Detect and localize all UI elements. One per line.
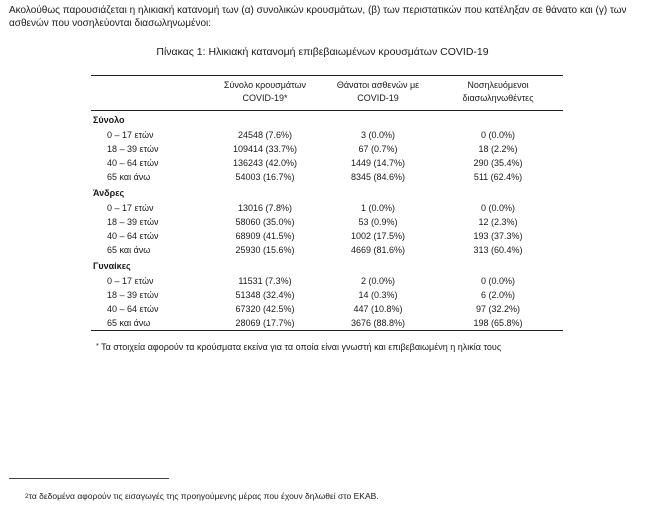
age-distribution-table — [91, 75, 563, 331]
intubated-cell: 12 (2.3%) — [478, 217, 518, 227]
table-row — [91, 229, 563, 243]
age-group-cell: 40 – 64 ετών — [107, 158, 159, 168]
footnote-text: τα δεδομένα αφορούν τις εισαγωγές της προηγούμενης μέρας που έχουν δηλωθεί στο ΕΚΑΒ. — [28, 491, 379, 501]
intubated-cell: 0 (0.0%) — [480, 276, 515, 286]
table-title: Πίνακας 1: Ηλικιακή κατανομή επιβεβαιωμένων κρουσμάτων COVID-19 — [156, 46, 489, 58]
deaths-cell: 1 (0.0%) — [360, 203, 395, 213]
total-cases-cell: 11531 (7.3%) — [238, 276, 292, 286]
table-row — [91, 316, 563, 331]
age-group-cell: 65 και άνω — [107, 318, 151, 328]
age-group-cell: 65 και άνω — [107, 245, 151, 255]
total-cases-cell: 58060 (35.0%) — [235, 217, 295, 227]
age-group-cell: 18 – 39 ετών — [107, 217, 159, 227]
total-cases-cell: 136243 (42.0%) — [232, 158, 298, 168]
table-row — [91, 274, 563, 288]
deaths-cell: 1449 (14.7%) — [350, 158, 406, 168]
table-note-text: Τα στοιχεία αφορούν τα κρούσματα εκείνα για τα οποία είναι γνωστή και επιβεβαιωμένη η ηλικία τους — [101, 342, 502, 352]
age-group-cell: 40 – 64 ετών — [107, 304, 159, 314]
age-group-cell: 18 – 39 ετών — [107, 290, 159, 300]
footnote-mark: 2 — [25, 493, 29, 500]
footnote-separator — [9, 478, 169, 479]
total-cases-cell: 13016 (7.8%) — [237, 203, 293, 213]
age-group-cell: 0 – 17 ετών — [107, 203, 154, 213]
total-cases-cell: 24548 (7.6%) — [237, 130, 293, 140]
footnote — [25, 491, 379, 502]
intubated-cell: 0 (0.0%) — [480, 130, 515, 140]
age-group-cell: 0 – 17 ετών — [107, 276, 154, 286]
total-cases-cell: 109414 (33.7%) — [232, 144, 298, 154]
age-group-cell: 40 – 64 ετών — [107, 231, 159, 241]
deaths-cell: 2 (0.0%) — [360, 276, 395, 286]
table-header — [91, 75, 563, 111]
intubated-cell: 0 (0.0%) — [480, 203, 515, 213]
deaths-cell: 53 (0.9%) — [358, 217, 398, 227]
header-total-cases: Σύνολο κρουσμάτων COVID-19* — [223, 80, 307, 103]
table-row — [91, 128, 563, 142]
header-deaths: Θάνατοι ασθενών με COVID-19 — [336, 80, 420, 103]
table-note — [96, 341, 501, 353]
intubated-cell: 313 (60.4%) — [473, 245, 523, 255]
total-cases-cell: 51348 (32.4%) — [235, 290, 295, 300]
age-group-cell: 18 – 39 ετών — [107, 144, 159, 154]
header-intubated: Νοσηλευόμενοι διασωληνωθέντες — [462, 80, 534, 103]
group-title: Σύνολο — [93, 115, 125, 125]
table-row — [91, 302, 563, 316]
intubated-cell: 193 (37.3%) — [473, 231, 523, 241]
intubated-cell: 511 (62.4%) — [473, 172, 523, 182]
table-row — [91, 142, 563, 156]
intubated-cell: 6 (2.0%) — [480, 290, 515, 300]
table-row — [91, 156, 563, 170]
age-group-cell: 0 – 17 ετών — [107, 130, 154, 140]
table-note-mark: * — [96, 343, 99, 350]
intubated-cell: 97 (32.2%) — [475, 304, 521, 314]
deaths-cell: 8345 (84.6%) — [350, 172, 406, 182]
deaths-cell: 3 (0.0%) — [360, 130, 395, 140]
table-row — [91, 170, 563, 184]
total-cases-cell: 67320 (42.5%) — [235, 304, 295, 314]
intubated-cell: 18 (2.2%) — [478, 144, 518, 154]
table-body — [91, 113, 563, 331]
table-row — [91, 201, 563, 215]
table-row — [91, 288, 563, 302]
deaths-cell: 4669 (81.6%) — [350, 245, 406, 255]
intubated-cell: 290 (35.4%) — [473, 158, 523, 168]
deaths-cell: 14 (0.3%) — [358, 290, 398, 300]
intubated-cell: 198 (65.8%) — [473, 318, 523, 328]
intro-paragraph: Ακολούθως παρουσιάζεται η ηλικιακή κατανομή των (α) συνολικών κρουσμάτων, (β) των περιστατικών που κατέληξαν σε θάνατο και (γ) των ασθενών που νοσηλεύονται διασωληνωμένοι: — [9, 5, 627, 29]
table-row — [91, 215, 563, 229]
total-cases-cell: 54003 (16.7%) — [235, 172, 295, 182]
group-title: Γυναίκες — [93, 261, 131, 271]
total-cases-cell: 25930 (15.6%) — [235, 245, 295, 255]
total-cases-cell: 68909 (41.5%) — [235, 231, 295, 241]
table-row — [91, 243, 563, 257]
group-title: Άνδρες — [93, 188, 125, 198]
deaths-cell: 67 (0.7%) — [358, 144, 398, 154]
age-group-cell: 65 και άνω — [107, 172, 151, 182]
total-cases-cell: 28069 (17.7%) — [235, 318, 295, 328]
deaths-cell: 447 (10.8%) — [353, 304, 403, 314]
deaths-cell: 1002 (17.5%) — [350, 231, 406, 241]
deaths-cell: 3676 (88.8%) — [350, 318, 406, 328]
